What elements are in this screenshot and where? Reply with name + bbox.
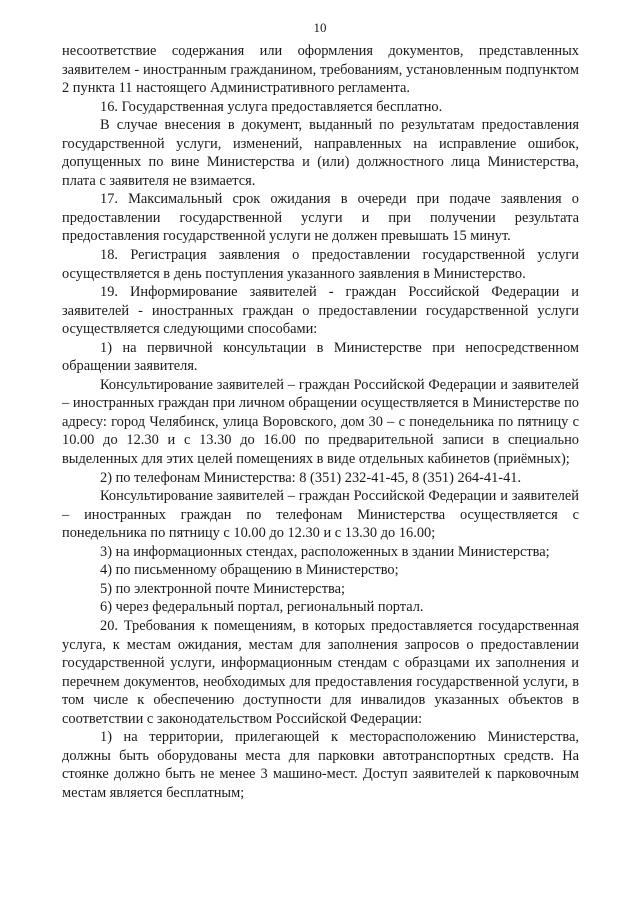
document-body [62, 42, 579, 802]
paragraph-18: 18. Регистрация заявления о предоставлении государственной услуги осуществляется в день поступления указанного заявления в Министерство. [62, 247, 579, 282]
paragraph-17: 17. Максимальный срок ожидания в очереди при подаче заявления о предоставлении государственной услуги и при получении результата предоставления государственной услуги не должен превышать 15 минут. [62, 191, 579, 245]
paragraph-19-item-6: 6) через федеральный портал, региональный портал. [100, 599, 424, 616]
paragraph-continuation: несоответствие содержания или оформления документов, представленных заявителем - иностранным гражданином, требованиям, установленным подпунктом 2 пункта 11 настоящего Административного регламента. [62, 43, 579, 97]
page-number: 10 [313, 20, 327, 35]
paragraph-19-consultation-phone: Консультирование заявителей – граждан Российской Федерации и заявителей – иностранных граждан по телефонам Министерства осуществляется с понедельника по пятницу с 10.00 до 12.30 и с 13.30 до 16.00; [62, 488, 579, 542]
paragraph-20: 20. Требования к помещениям, в которых предоставляется государственная услуга, к местам ожидания, местам для заполнения запросов о предоставлении государственной услуги, информационным стендам с образцами их заполнения и перечнем документов, необходимых для предоставления государственной услуги, в том числе к обеспечению доступности для инвалидов указанных объектов в соответствии с законодательством Российской Федерации: [62, 617, 579, 727]
paragraph-16-fee-note: В случае внесения в документ, выданный по результатам предоставления государственной услуги, изменений, направленных на исправление ошибок, допущенных по вине Министерства и (или) должностного лица Министерства, плата с заявителя не взимается. [62, 117, 579, 189]
paragraph-19-item-5: 5) по электронной почте Министерства; [100, 580, 345, 597]
paragraph-19-item-1: 1) на первичной консультации в Министерстве при непосредственном обращении заявителя. [62, 339, 579, 375]
paragraph-19-item-3: 3) на информационных стендах, расположенных в здании Министерства; [100, 543, 550, 560]
paragraph-19-consultation-in-person: Консультирование заявителей – граждан Российской Федерации и заявителей – иностранных граждан при личном обращении осуществляется в Министерстве по адресу: город Челябинск, улица Воровского, дом 30 – с понедельника по пятницу с 10.00 до 12.30 и с 13.30 до 16.00 по предварительной записи в специально выделенных для этих целей помещениях в виде отдельных кабинетов (приёмных); [62, 376, 579, 468]
paragraph-19-item-4: 4) по письменному обращению в Министерство; [100, 562, 399, 579]
paragraph-16: 16. Государственная услуга предоставляется бесплатно. [100, 98, 443, 115]
paragraph-19-item-2: 2) по телефонам Министерства: 8 (351) 232-41-45, 8 (351) 264-41-41. [100, 469, 522, 486]
paragraph-19: 19. Информирование заявителей - граждан Российской Федерации и заявителей - иностранных граждан о предоставлении государственной услуги осуществляется следующими способами: [62, 284, 579, 338]
paragraph-20-item-1: 1) на территории, прилегающей к месторасположению Министерства, должны быть оборудованы места для парковки автотранспортных средств. На стоянке должно быть не менее 3 машино-мест. Доступ заявителей к парковочным местам является бесплатным; [62, 729, 579, 801]
